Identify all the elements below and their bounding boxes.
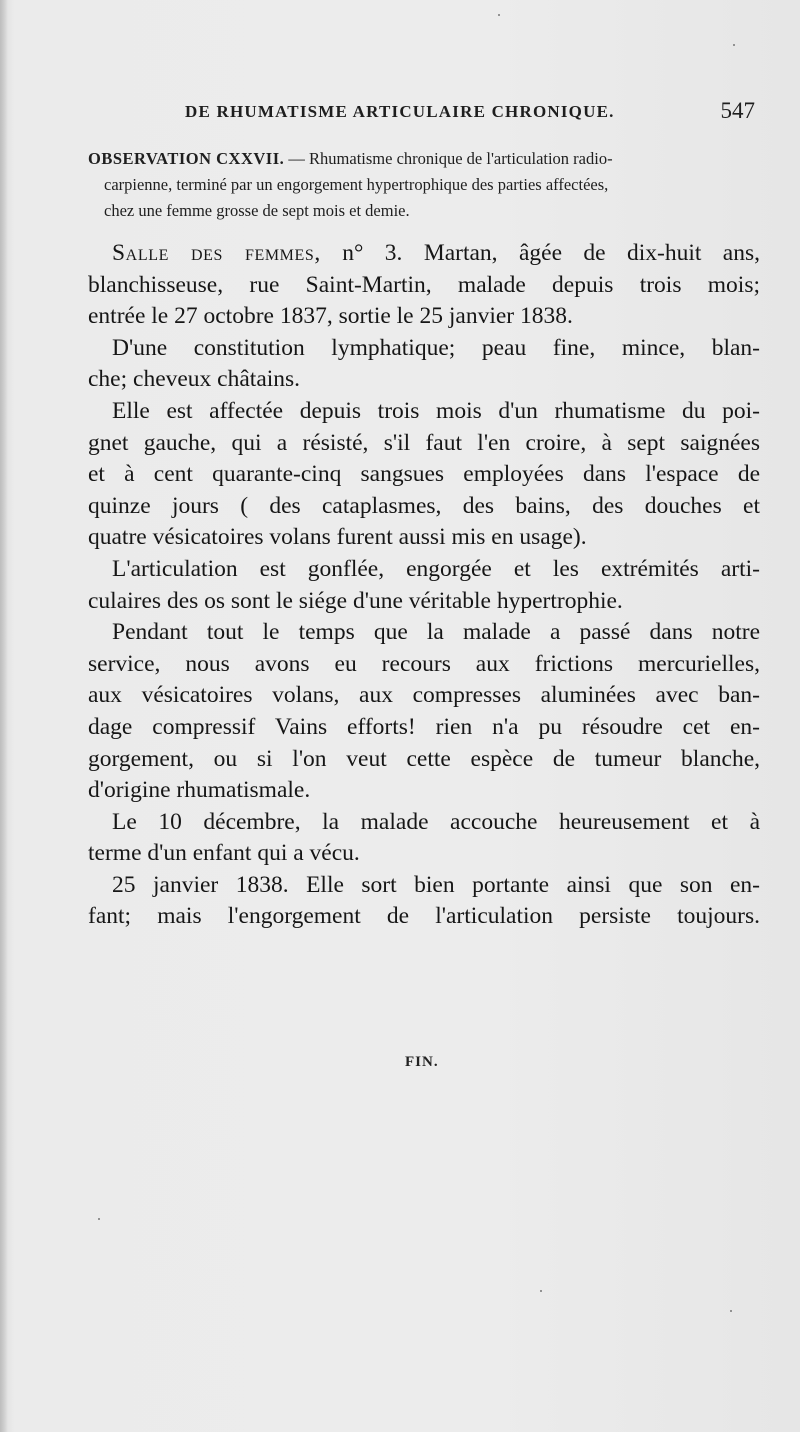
paper-speck: [498, 14, 500, 16]
text-line: gnet gauche, qui a résisté, s'il faut l'en croire, à sept saignées: [88, 429, 760, 456]
page-number: 547: [720, 98, 755, 123]
observation-line-3: chez une femme grosse de sept mois et demie.: [104, 201, 410, 220]
ward-number: n° 3.: [320, 240, 403, 266]
text-line: [88, 238, 760, 270]
text-line: blanchisseuse, rue Saint-Martin, malade depuis trois mois;: [88, 271, 760, 298]
text-line: L'articulation est gonflée, engorgée et les extrémités arti-: [112, 555, 760, 582]
text-line: fant; mais l'engorgement de l'articulation persiste toujours.: [88, 903, 760, 930]
observation-label: OBSERVATION CXXVII.: [88, 149, 285, 168]
paper-speck: [98, 1218, 100, 1220]
text-line: service, nous avons eu recours aux frictions mercurielles,: [88, 650, 760, 677]
text-line: d'origine rhumatismale.: [88, 777, 311, 804]
text-line: che; cheveux châtains.: [88, 366, 301, 393]
text-line: D'une constitution lymphatique; peau fine, mince, blan-: [112, 334, 760, 361]
observation-heading: [88, 146, 758, 224]
paper-speck: [540, 1290, 542, 1292]
running-title: DE RHUMATISME ARTICULAIRE CHRONIQUE.: [185, 102, 615, 121]
text-line: Le 10 décembre, la malade accouche heureusement et à: [112, 808, 760, 835]
paper-speck: [730, 1310, 732, 1312]
text-line: aux vésicatoires volans, aux compresses aluminées avec ban-: [88, 682, 760, 709]
observation-line-1: [88, 146, 758, 172]
text-line: dage compressif Vains efforts! rien n'a pu résoudre cet en-: [88, 713, 760, 740]
text-line: culaires des os sont le siége d'une véritable hypertrophie.: [88, 587, 623, 614]
observation-summary-start: — Rhumatisme chronique de l'articulation radio-: [284, 149, 613, 168]
text-line: Pendant tout le temps que la malade a passé dans notre: [112, 619, 760, 646]
text-line: quatre vésicatoires volans furent aussi mis en usage).: [88, 524, 587, 551]
ward-label: Salle des femmes,: [112, 240, 321, 266]
text-line: terme d'un enfant qui a vécu.: [88, 840, 360, 867]
paper-speck: [733, 44, 735, 46]
case-text: [88, 238, 760, 933]
observation-line-2: carpienne, terminé par un engorgement hypertrophique des parties affectées,: [104, 175, 609, 194]
text-line: gorgement, ou si l'on veut cette espèce de tumeur blanche,: [88, 745, 760, 772]
patient-intro: Martan, âgée de dix-huit ans,: [402, 240, 760, 266]
text-line: entrée le 27 octobre 1837, sortie le 25 janvier 1838.: [88, 303, 573, 330]
text-line: 25 janvier 1838. Elle sort bien portante ainsi que son en-: [112, 871, 760, 898]
end-mark: FIN.: [405, 1054, 439, 1070]
text-line: quinze jours ( des cataplasmes, des bains, des douches et: [88, 492, 760, 519]
text-line: et à cent quarante-cinq sangsues employées dans l'espace de: [88, 461, 760, 488]
text-line: Elle est affectée depuis trois mois d'un rhumatisme du poi-: [112, 397, 760, 424]
page-gutter-shadow: [0, 0, 8, 1432]
running-header: [185, 98, 775, 128]
